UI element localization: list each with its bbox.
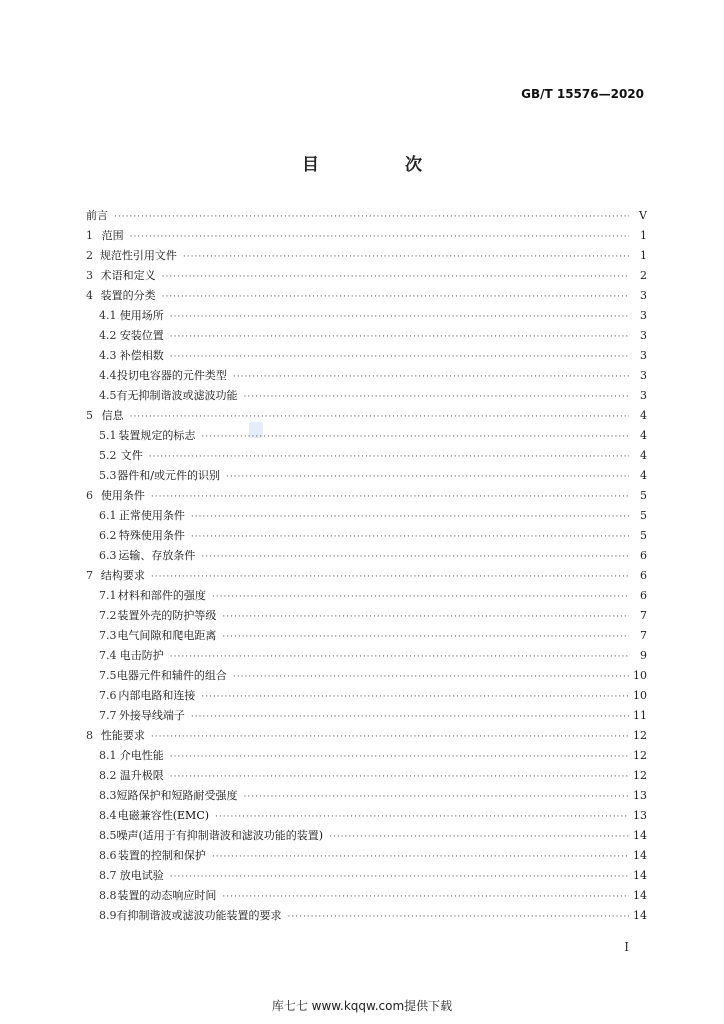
- toc-entry-number: 7.7: [99, 709, 117, 722]
- table-of-contents: [86, 206, 647, 926]
- toc-leader-dots: [170, 867, 629, 886]
- toc-entry-title: 使用条件: [100, 489, 145, 502]
- toc-leader-dots: [222, 627, 629, 646]
- toc-entry-page: 9: [640, 649, 647, 662]
- toc-entry-title: 信息: [101, 409, 124, 422]
- toc-entry-page: 6: [640, 589, 647, 602]
- toc-leader-dots: [130, 407, 629, 426]
- toc-entry-page: 14: [633, 849, 647, 862]
- toc-entry[interactable]: [86, 806, 647, 826]
- toc-leader-dots: [191, 707, 629, 726]
- toc-entry[interactable]: [86, 566, 647, 586]
- toc-entry-number: 6: [86, 489, 93, 502]
- toc-leader-dots: [170, 327, 629, 346]
- toc-entry-title: 装置的分类: [100, 289, 156, 302]
- toc-leader-dots: [130, 227, 629, 246]
- toc-entry-title: 文件: [120, 449, 143, 462]
- toc-entry-title: 前言: [86, 209, 108, 222]
- toc-entry[interactable]: [86, 706, 647, 726]
- toc-entry-page: 6: [640, 569, 647, 582]
- toc-entry-title: 内部电路和连接: [118, 689, 196, 702]
- toc-entry-title: 装置的控制和保护: [117, 849, 206, 862]
- toc-entry-number: 8.6: [99, 849, 117, 862]
- toc-entry-page: 4: [640, 469, 647, 482]
- toc-entry[interactable]: [86, 746, 647, 766]
- page-number: I: [624, 940, 629, 954]
- toc-title: 目 次: [302, 155, 462, 175]
- toc-leader-dots: [170, 307, 629, 326]
- toc-leader-dots: [183, 247, 629, 266]
- toc-entry-number: 6.1: [99, 509, 117, 522]
- toc-entry-title: 温升极限: [119, 769, 164, 782]
- toc-entry[interactable]: [86, 366, 647, 386]
- toc-leader-dots: [151, 727, 629, 746]
- toc-entry[interactable]: [86, 646, 647, 666]
- toc-leader-dots: [201, 547, 629, 566]
- toc-entry-page: 5: [640, 529, 647, 542]
- toc-entry-page: 7: [640, 609, 647, 622]
- toc-leader-dots: [170, 767, 629, 786]
- toc-entry-page: 4: [640, 429, 647, 442]
- toc-leader-dots: [162, 267, 629, 286]
- toc-leader-dots: [233, 367, 629, 386]
- toc-entry-title: 装置的动态响应时间: [117, 889, 217, 902]
- toc-entry-page: 3: [640, 389, 647, 402]
- toc-entry-number: 7.6: [99, 689, 117, 702]
- toc-entry-page: 5: [640, 489, 647, 502]
- toc-entry[interactable]: [86, 266, 647, 286]
- toc-entry-number: 7.3: [99, 629, 117, 642]
- toc-entry[interactable]: [86, 246, 647, 266]
- toc-entry-page: 13: [633, 789, 647, 802]
- toc-entry-number: 4.1: [99, 309, 117, 322]
- toc-leader-dots: [222, 887, 629, 906]
- toc-entry-title: 规范性引用文件: [99, 249, 177, 262]
- toc-entry-page: 14: [633, 829, 647, 842]
- toc-entry[interactable]: [86, 426, 647, 446]
- toc-leader-dots: [201, 687, 629, 706]
- toc-entry-title: 正常使用条件: [118, 509, 185, 522]
- footer-download-notice: 库七七 www.kqqw.com提供下载: [271, 999, 453, 1013]
- toc-leader-dots: [215, 807, 629, 826]
- toc-entry-title: 器件和/或元件的识别: [117, 469, 220, 482]
- toc-entry[interactable]: [86, 506, 647, 526]
- toc-entry-page: 12: [633, 769, 647, 782]
- toc-leader-dots: [170, 647, 629, 666]
- toc-entry[interactable]: [86, 286, 647, 306]
- toc-entry-number: 4.5: [99, 389, 117, 402]
- toc-entry-page: 3: [640, 369, 647, 382]
- toc-entry[interactable]: [86, 306, 647, 326]
- toc-entry-number: 4.2: [99, 329, 117, 342]
- toc-entry-page: 5: [640, 509, 647, 522]
- toc-leader-dots: [288, 907, 630, 926]
- toc-entry-title: 短路保护和短路耐受强度: [116, 789, 238, 802]
- toc-entry[interactable]: [86, 726, 647, 746]
- toc-entry-page: V: [639, 209, 647, 222]
- toc-leader-dots: [162, 287, 629, 306]
- toc-entry-title: 噪声(适用于有抑制谐波和滤波功能的装置): [116, 829, 324, 842]
- toc-entry-number: 8: [86, 729, 93, 742]
- toc-entry-number: 1: [86, 229, 93, 242]
- toc-entry[interactable]: [86, 846, 647, 866]
- toc-entry-title: 电击防护: [119, 649, 164, 662]
- toc-entry-title: 有无抑制谐波或滤波功能: [116, 389, 238, 402]
- toc-entry[interactable]: [86, 326, 647, 346]
- toc-entry-title: 特殊使用条件: [118, 529, 185, 542]
- toc-entry-title: 投切电容器的元件类型: [116, 369, 227, 382]
- toc-entry[interactable]: [86, 386, 647, 406]
- toc-entry-page: 3: [640, 289, 647, 302]
- toc-entry-page: 12: [633, 749, 647, 762]
- toc-entry-number: 4: [86, 289, 93, 302]
- toc-entry-title: 放电试验: [119, 869, 164, 882]
- toc-entry-page: 11: [633, 709, 647, 722]
- toc-entry-page: 2: [640, 269, 647, 282]
- toc-entry-title: 范围: [101, 229, 124, 242]
- toc-entry-page: 3: [640, 329, 647, 342]
- toc-entry-page: 7: [640, 629, 647, 642]
- toc-entry-number: 8.4: [99, 809, 117, 822]
- toc-entry[interactable]: [86, 606, 647, 626]
- toc-entry[interactable]: [86, 466, 647, 486]
- toc-entry[interactable]: [86, 886, 647, 906]
- toc-entry-page: 4: [640, 409, 647, 422]
- toc-entry-number: 8.2: [99, 769, 117, 782]
- toc-entry-number: 8.9: [99, 909, 117, 922]
- toc-entry-title: 外接导线端子: [118, 709, 185, 722]
- toc-leader-dots: [170, 347, 629, 366]
- toc-entry-title: 术语和定义: [100, 269, 156, 282]
- toc-leader-dots: [222, 607, 629, 626]
- toc-entry-number: 5.1: [99, 429, 117, 442]
- toc-entry-number: 8.1: [99, 749, 117, 762]
- toc-entry-number: 5.3: [99, 469, 117, 482]
- toc-entry[interactable]: [86, 346, 647, 366]
- toc-entry-title: 运输、存放条件: [118, 549, 196, 562]
- toc-entry-number: 6.3: [99, 549, 117, 562]
- toc-entry-number: 7.2: [99, 609, 117, 622]
- toc-entry-number: 5.2: [99, 449, 117, 462]
- toc-entry-page: 14: [633, 909, 647, 922]
- toc-leader-dots: [226, 467, 629, 486]
- toc-entry-title: 材料和部件的强度: [117, 589, 206, 602]
- toc-entry[interactable]: [86, 626, 647, 646]
- toc-leader-dots: [114, 207, 629, 226]
- toc-entry-number: 6.2: [99, 529, 117, 542]
- toc-leader-dots: [329, 827, 629, 846]
- toc-entry[interactable]: [86, 666, 647, 686]
- toc-leader-dots: [170, 747, 629, 766]
- toc-entry-number: 7.5: [99, 669, 117, 682]
- toc-entry-number: 4.4: [99, 369, 117, 382]
- toc-entry-title: 电气间隙和爬电距离: [117, 629, 217, 642]
- toc-entry-page: 3: [640, 349, 647, 362]
- toc-entry-title: 结构要求: [100, 569, 145, 582]
- toc-entry-number: 7: [86, 569, 93, 582]
- toc-entry-number: 8.7: [99, 869, 117, 882]
- toc-entry-number: 2: [86, 249, 93, 262]
- toc-entry-title: 装置外壳的防护等级: [117, 609, 217, 622]
- toc-entry-page: 1: [640, 229, 647, 242]
- toc-entry[interactable]: [86, 786, 647, 806]
- toc-entry-number: 5: [86, 409, 93, 422]
- toc-leader-dots: [191, 527, 629, 546]
- toc-leader-dots: [212, 847, 629, 866]
- toc-leader-dots: [151, 567, 629, 586]
- toc-entry[interactable]: [86, 686, 647, 706]
- toc-leader-dots: [212, 587, 629, 606]
- toc-entry-page: 14: [633, 869, 647, 882]
- toc-leader-dots: [233, 667, 629, 686]
- standard-id: GB/T 15576—2020: [521, 87, 644, 101]
- toc-entry-title: 补偿相数: [119, 349, 164, 362]
- toc-entry-page: 6: [640, 549, 647, 562]
- toc-entry[interactable]: [86, 226, 647, 246]
- toc-entry[interactable]: [86, 546, 647, 566]
- toc-entry[interactable]: [86, 866, 647, 886]
- toc-entry-title: 有抑制谐波或滤波功能装置的要求: [116, 909, 282, 922]
- toc-entry-page: 1: [640, 249, 647, 262]
- toc-entry[interactable]: [86, 206, 647, 226]
- toc-entry-number: 8.3: [99, 789, 117, 802]
- toc-entry-title: 介电性能: [119, 749, 164, 762]
- toc-entry-page: 10: [633, 669, 647, 682]
- toc-entry-title: 安装位置: [119, 329, 164, 342]
- toc-entry[interactable]: [86, 406, 647, 426]
- toc-entry-title: 电磁兼容性(EMC): [117, 809, 210, 822]
- toc-entry-page: 12: [633, 729, 647, 742]
- toc-entry-title: 电器元件和辅件的组合: [116, 669, 227, 682]
- toc-entry-page: 4: [640, 449, 647, 462]
- toc-entry[interactable]: [86, 446, 647, 466]
- toc-entry-number: 8.5: [99, 829, 117, 842]
- toc-leader-dots: [244, 787, 630, 806]
- toc-entry-number: 8.8: [99, 889, 117, 902]
- toc-entry-page: 13: [633, 809, 647, 822]
- toc-entry-title: 装置规定的标志: [118, 429, 196, 442]
- toc-leader-dots: [151, 487, 629, 506]
- toc-entry-number: 7.4: [99, 649, 117, 662]
- toc-leader-dots: [191, 507, 629, 526]
- toc-entry-number: 4.3: [99, 349, 117, 362]
- toc-entry-page: 3: [640, 309, 647, 322]
- toc-entry[interactable]: [86, 766, 647, 786]
- toc-entry-page: 14: [633, 889, 647, 902]
- toc-leader-dots: [201, 427, 629, 446]
- toc-entry[interactable]: [86, 586, 647, 606]
- toc-entry[interactable]: [86, 906, 647, 926]
- toc-leader-dots: [149, 447, 629, 466]
- toc-entry-number: 3: [86, 269, 93, 282]
- toc-entry[interactable]: [86, 526, 647, 546]
- toc-entry[interactable]: [86, 486, 647, 506]
- toc-entry-title: 使用场所: [119, 309, 164, 322]
- toc-entry[interactable]: [86, 826, 647, 846]
- toc-entry-number: 7.1: [99, 589, 117, 602]
- toc-entry-title: 性能要求: [100, 729, 145, 742]
- toc-leader-dots: [244, 387, 630, 406]
- toc-entry-page: 10: [633, 689, 647, 702]
